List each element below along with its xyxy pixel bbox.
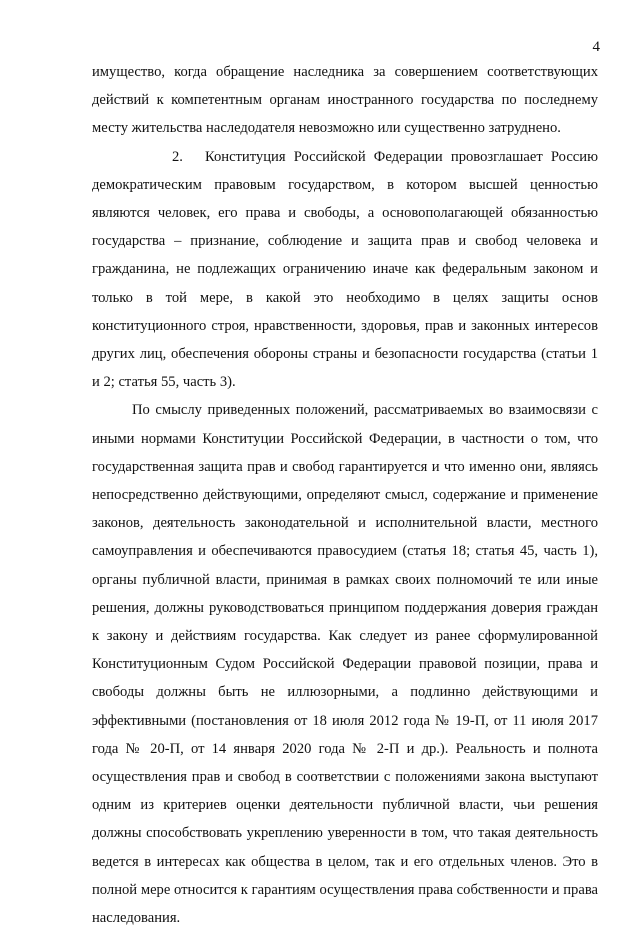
page-number: 4 [592,39,600,55]
paragraph-continuation: имущество, когда обращение наследника за совершением соответствующих действий к компетентным органам иностранного государства по последнему месту жительства наследодателя невозможно или существенно затруднено. [92,64,598,137]
paragraph-text: Конституция Российской Федерации провозглашает Россию демократическим правовым государством, в котором высшей ценностью являются человек, его права и свободы, а основополагающей обязанностью государства – признание, соблюдение и защита прав и свобод человека и гражданина, не подлежащих ограничению иначе как федеральным законом и только в той мере, в какой это необходимо в целях защиты основ конституционного строя, нравственности, здоровья, прав и законных интересов других лиц, обеспечения обороны страны и безопасности государства (статьи 1 и 2; статья 55, часть 3). [92,148,598,391]
paragraph-item-2 [92,143,598,397]
document-body [92,58,598,932]
paragraph-interpretation: По смыслу приведенных положений, рассматриваемых во взаимосвязи с иными нормами Конституции Российской Федерации, в частности о том, что государственная защита прав и свобод гарантируется и что именно они, являясь непосредственно действующими, определяют смысл, содержание и применение законов, деятельность законодательной и исполнительной власти, местного самоуправления и обеспечиваются правосудием (статья 18; статья 45, часть 1), органы публичной власти, принимая в рамках своих полномочий те или иные решения, должны руководствоваться принципом поддержания доверия граждан к закону и действиям государства. Как следует из ранее сформулированной Конституционным Судом Российской Федерации правовой позиции, права и свободы должны быть не иллюзорными, а подлинно действующими и эффективными (постановления от 18 июля 2012 года № 19-П, от 11 июля 2017 года № 20-П, от 14 января 2020 года № 2-П и др.). Реальность и полнота осуществления прав и свобод в соответствии с положениями закона выступают одним из критериев оценки деятельности публичной власти, чьи решения должны способствовать укреплению уверенности в том, что такая деятельность ведется в интересах как общества в целом, так и его отдельных членов. Это в полной мере относится к гарантиям осуществления права собственности и права наследования. [92,402,598,927]
paragraph-number: 2. [172,148,183,165]
